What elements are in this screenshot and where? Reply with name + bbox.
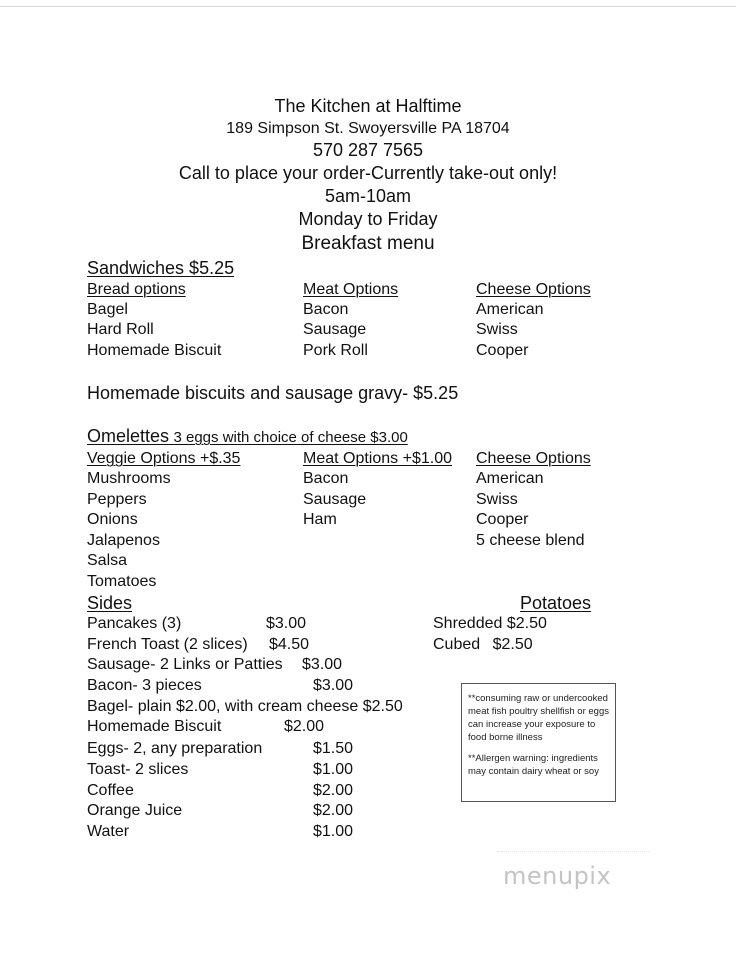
side-item-name: Homemade Biscuit [87, 718, 222, 735]
top-divider [0, 6, 736, 7]
side-item-price: $4.50 [269, 636, 310, 653]
veggie-option: Tomatoes [87, 573, 157, 590]
restaurant-name: The Kitchen at Halftime [274, 96, 462, 116]
meat-option: Bacon [303, 301, 349, 318]
menu-title: Breakfast menu [301, 233, 435, 254]
bread-options-header: Bread options [87, 281, 186, 298]
opening-hours: 5am-10am [324, 186, 412, 206]
omelette-cheese-option: 5 cheese blend [476, 532, 585, 549]
side-item-price: $1.00 [313, 761, 354, 778]
side-item-name: Orange Juice [87, 802, 183, 819]
side-item-price: $1.50 [313, 740, 354, 757]
opening-days: Monday to Friday [298, 209, 438, 229]
cheese-options-header: Cheese Options [476, 281, 591, 298]
watermark-dotted-line [497, 851, 649, 853]
veggie-option: Peppers [87, 491, 147, 508]
veggie-option: Jalapenos [87, 532, 160, 549]
potato-name: Shredded [433, 615, 503, 632]
meat-options-header: Meat Options [303, 281, 399, 298]
veggie-option: Salsa [87, 552, 128, 569]
allergen-warning: **Allergen warning: ingredients may contain dairy wheat or soy [468, 753, 599, 777]
biscuits-gravy-item: Homemade biscuits and sausage gravy- $5.25 [87, 383, 459, 403]
side-item-price: $2.00 [284, 718, 325, 735]
bread-option: Homemade Biscuit [87, 342, 222, 359]
side-item-price: $3.00 [302, 656, 343, 673]
side-item-name: Pancakes (3) [87, 615, 182, 632]
omelette-meat-option: Sausage [303, 491, 367, 508]
side-item-name: French Toast (2 slices) [87, 636, 248, 653]
potato-item [433, 636, 533, 654]
side-item-name: Water [87, 823, 130, 840]
omelettes-subheading: 3 eggs with choice of cheese $3.00 [173, 429, 408, 446]
potato-price: $2.50 [506, 615, 547, 632]
meat-option: Pork Roll [303, 342, 368, 359]
potato-item [433, 615, 547, 633]
cheese-option: American [476, 301, 544, 318]
veggie-option: Mushrooms [87, 470, 171, 487]
bread-option: Bagel [87, 301, 128, 318]
side-item-name: Toast- 2 slices [87, 761, 189, 778]
potato-name: Cubed [433, 636, 481, 653]
omelette-meat-option: Bacon [303, 470, 349, 487]
omelettes-title: Omelettes [87, 426, 170, 446]
sides-heading: Sides [87, 593, 133, 613]
veggie-option: Onions [87, 511, 138, 528]
sandwiches-heading: Sandwiches $5.25 [87, 258, 235, 278]
omelette-meat-option: Ham [303, 511, 337, 528]
omelette-cheese-option: Swiss [476, 491, 518, 508]
cheese-option: Swiss [476, 321, 518, 338]
restaurant-address: 189 Simpson St. Swoyersville PA 18704 [226, 120, 510, 137]
side-item-name: Eggs- 2, any preparation [87, 740, 263, 757]
bread-option: Hard Roll [87, 321, 154, 338]
menupix-watermark: menupix [503, 862, 612, 890]
raw-food-warning: **consuming raw or undercooked meat fish poultry shellfish or eggs can increase your exposure to food borne illness [468, 693, 609, 743]
potatoes-heading: Potatoes [520, 593, 592, 613]
omelette-meat-options-header: Meat Options +$1.00 [303, 450, 452, 467]
omelettes-heading [87, 426, 408, 447]
omelette-cheese-option: American [476, 470, 544, 487]
veggie-options-header: Veggie Options +$.35 [87, 450, 241, 467]
side-item-price: $2.00 [313, 802, 354, 819]
restaurant-phone: 570 287 7565 [312, 140, 424, 160]
side-item-price: $1.00 [313, 823, 354, 840]
meat-option: Sausage [303, 321, 367, 338]
side-item-name: Bagel- plain $2.00, with cream cheese $2.50 [87, 698, 403, 715]
omelette-cheese-option: Cooper [476, 511, 529, 528]
side-item-name: Sausage- 2 Links or Patties [87, 656, 283, 673]
side-item-name: Coffee [87, 782, 134, 799]
side-item-price: $3.00 [266, 615, 307, 632]
cheese-option: Cooper [476, 342, 529, 359]
omelette-cheese-options-header: Cheese Options [476, 450, 591, 467]
side-item-name: Bacon- 3 pieces [87, 677, 202, 694]
food-safety-notice [461, 683, 616, 802]
side-item-price: $2.00 [313, 782, 354, 799]
side-item-price: $3.00 [313, 677, 354, 694]
order-note: Call to place your order-Currently take-out only! [178, 163, 558, 183]
potato-price: $2.50 [492, 636, 533, 653]
